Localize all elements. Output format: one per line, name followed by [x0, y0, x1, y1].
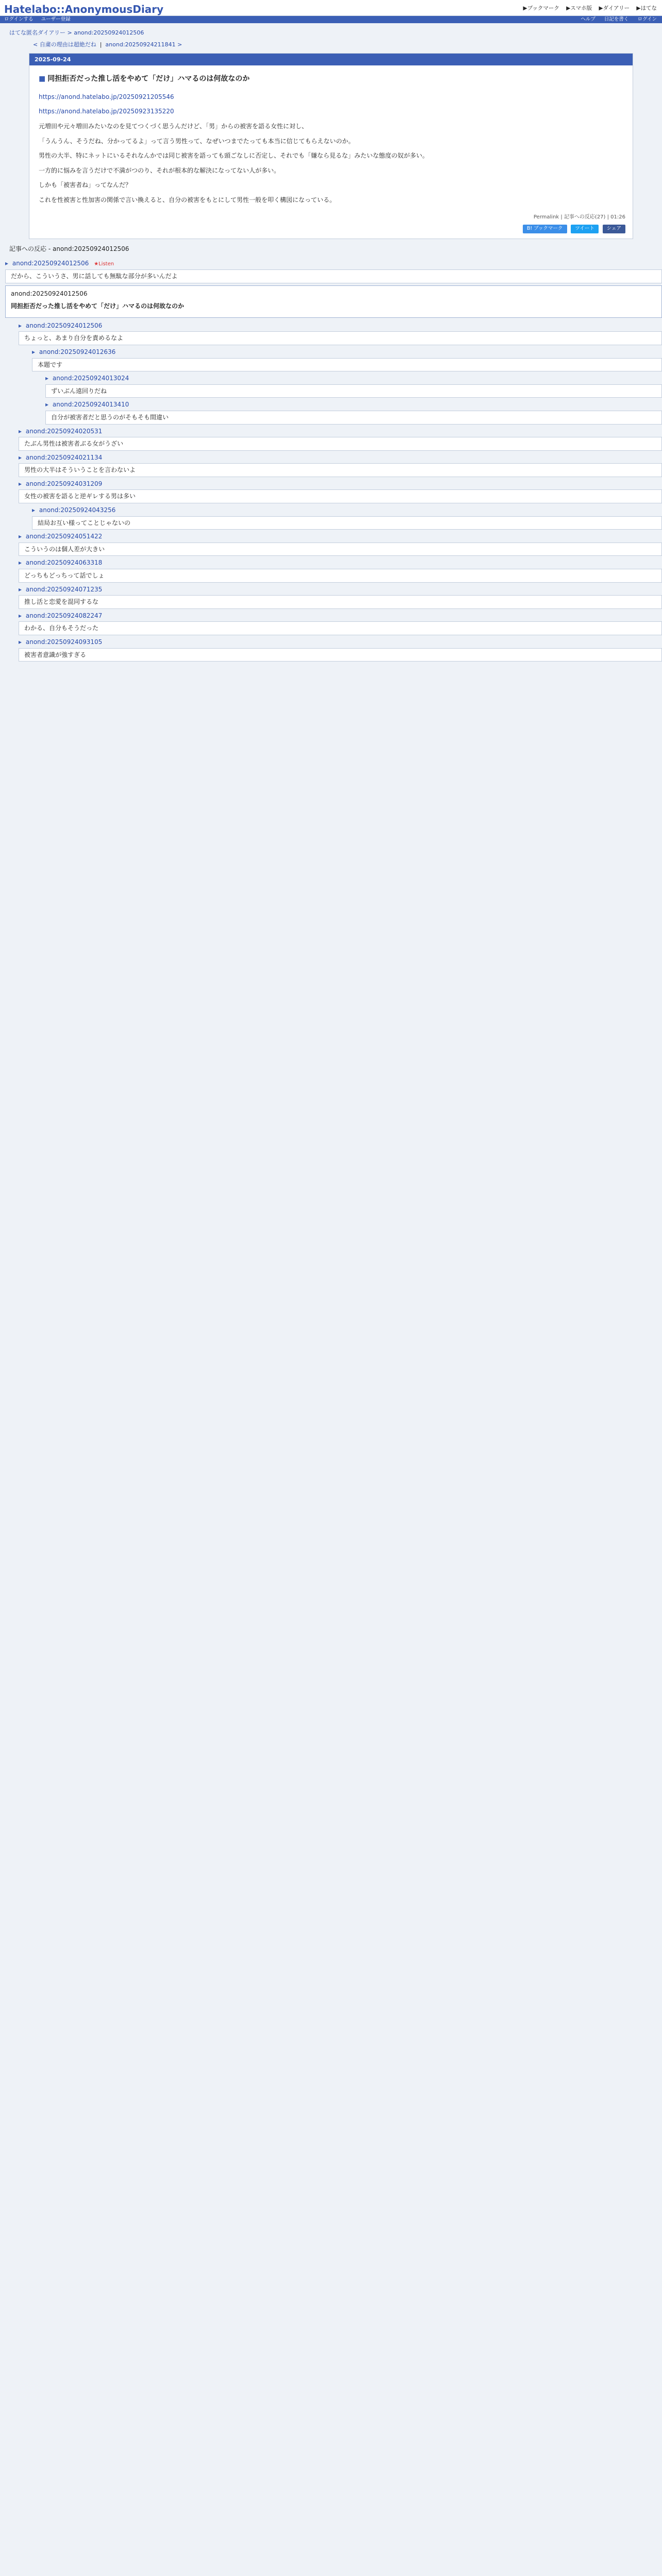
header-link-bookmark[interactable]: ▶ブックマーク: [523, 5, 559, 11]
entry-body: [29, 65, 633, 213]
node-link[interactable]: anond:20250924063318: [25, 559, 103, 567]
tree-node: [19, 479, 662, 530]
response-tree: [5, 259, 662, 662]
tree-children: [19, 347, 662, 425]
header-link-hatena[interactable]: ▶はてな: [636, 5, 657, 11]
bullet-icon: ▸: [19, 453, 22, 461]
tree-node-header: [19, 637, 662, 647]
entry-paragraph: 一方的に悩みを言うだけで不満がつのり、それが根本的な解決になってない人が多い。: [39, 166, 280, 174]
sub-navigation: [0, 16, 662, 23]
title-square-icon: ■: [39, 75, 46, 83]
node-text: ちょっと、あまり自分を責めるなよ: [19, 331, 662, 345]
node-link[interactable]: anond:20250924012506: [12, 260, 89, 267]
selected-entry-title: 同担拒否だった推し活をやめて「だけ」ハマるのは何故なのか: [11, 302, 185, 310]
bullet-icon: ▸: [19, 321, 22, 329]
tree-node: [19, 558, 662, 582]
node-link[interactable]: anond:20250924093105: [25, 638, 103, 646]
entry-title: [39, 74, 623, 85]
node-link[interactable]: anond:20250924012506: [25, 321, 103, 329]
site-logo[interactable]: Hatelabo::AnonymousDiary: [4, 3, 164, 15]
node-link[interactable]: anond:20250924031209: [25, 480, 103, 487]
node-link[interactable]: anond:20250924082247: [25, 612, 103, 619]
entry-paragraph: 元増田や元々増田みたいなのを見てつくづく思うんだけど、「男」からの被害を語る女性に対し、: [39, 123, 308, 130]
node-link[interactable]: anond:20250924012636: [39, 348, 116, 355]
main-entry: [29, 53, 633, 239]
response-tree-title: 記事への反応 - anond:20250924012506: [9, 245, 129, 252]
node-text: ずいぶん遠回りだね: [45, 384, 662, 398]
node-text: 被害者意識が強すぎる: [19, 648, 662, 662]
tree-children: [5, 321, 662, 662]
tree-node-header: [45, 374, 662, 383]
header-link-diary[interactable]: ▶ダイアリー: [599, 5, 630, 11]
tree-node: [32, 347, 662, 425]
bullet-icon: ▸: [19, 533, 22, 540]
breadcrumb-link[interactable]: はてな匿名ダイアリー > anond:20250924012506: [9, 29, 144, 36]
node-badge: ★Listen: [94, 261, 114, 267]
tree-node: [19, 321, 662, 425]
node-text: 男性の大半はそういうことを言わないよ: [19, 463, 662, 477]
tree-node: [5, 259, 662, 662]
bullet-icon: ▸: [45, 375, 49, 382]
node-link[interactable]: anond:20250924071235: [25, 585, 103, 593]
node-link[interactable]: anond:20250924013024: [52, 375, 129, 382]
entry-date: 2025-09-24: [29, 54, 633, 65]
tree-node-header: [19, 585, 662, 595]
entry-paragraph: 「うんうん、そうだね、分かってるよ」って言う男性って、なぜいつまでたっても本当に信じてもらえないのか。: [39, 137, 355, 145]
entry-paragraph: しかも「被害者ね」ってなんだ？: [39, 181, 132, 189]
tree-node-header: [5, 259, 662, 268]
login-link[interactable]: ログインする: [4, 16, 34, 22]
node-text: だから、こういうさ、男に話しても無駄な部分が多いんだよ: [5, 269, 662, 283]
bookmark-button[interactable]: B! ブックマーク: [523, 225, 567, 233]
bullet-icon: ▸: [19, 559, 22, 567]
bullet-icon: ▸: [19, 612, 22, 619]
tree-node-header: [19, 611, 662, 621]
next-entry-link[interactable]: anond:20250924211841 >: [105, 41, 183, 48]
breadcrumb: [0, 23, 662, 39]
tree-node: [19, 611, 662, 635]
bullet-icon: ▸: [19, 638, 22, 646]
header-link-mobile[interactable]: ▶スマホ版: [566, 5, 592, 11]
tree-node-header: [19, 558, 662, 568]
bullet-icon: ▸: [5, 260, 9, 267]
bullet-icon: ▸: [45, 401, 49, 409]
node-text: 本題です: [32, 358, 662, 372]
tree-node: [19, 532, 662, 556]
share-buttons: [29, 223, 633, 239]
tweet-button[interactable]: ツイート: [571, 225, 599, 233]
prev-next-nav: < 自粛の理由は超絶だね | anond:20250924211841 >: [33, 41, 183, 48]
bullet-icon: ▸: [32, 506, 36, 514]
entry-paragraph: これを性被害と性加害の関係で言い換えると、自分の被害をもとにして男性一般を叩く構図になっている。: [39, 196, 336, 204]
tree-children: [19, 505, 662, 530]
tree-node: [45, 400, 662, 424]
bullet-icon: ▸: [19, 427, 22, 435]
node-link[interactable]: anond:20250924021134: [25, 453, 103, 461]
node-text: こういうのは個人差が大きい: [19, 543, 662, 556]
node-text: 自分が被害者だと思うのがそもそも間違い: [45, 411, 662, 425]
entry-link-2: [39, 107, 623, 116]
node-link[interactable]: anond:20250924043256: [39, 506, 116, 514]
tree-node: [19, 585, 662, 609]
tree-node: [45, 374, 662, 398]
node-text: わかる、自分もそうだった: [19, 621, 662, 635]
tree-node-header: [19, 453, 662, 463]
tree-node: [19, 637, 662, 662]
tree-node: [19, 427, 662, 451]
bullet-icon: ▸: [19, 585, 22, 593]
tree-node-header: [32, 347, 662, 357]
entry-meta[interactable]: Permalink | 記事への反応(27) | 01:26: [533, 214, 625, 220]
tree-node-header: [32, 505, 662, 515]
login-right-link[interactable]: ログイン: [637, 16, 657, 22]
selected-entry-box: [5, 285, 662, 318]
entry-url-1[interactable]: https://anond.hatelabo.jp/20250921205546: [39, 93, 174, 100]
site-header: [0, 0, 662, 16]
bullet-icon: ▸: [19, 480, 22, 487]
tree-children: [32, 374, 662, 424]
tree-node-header: [45, 400, 662, 410]
node-text: 女性の被害を語ると逆ギレする男は多い: [19, 489, 662, 503]
write-diary-link[interactable]: 日記を書く: [604, 16, 629, 22]
node-text: 結局お互い様ってことじゃないの: [32, 516, 662, 530]
header-links: [518, 4, 657, 12]
tree-node: [32, 505, 662, 530]
tree-node-header: [19, 479, 662, 489]
entry-link-1: [39, 92, 623, 102]
entry-url-2[interactable]: https://anond.hatelabo.jp/20250923135220: [39, 108, 174, 115]
tree-node-header: [19, 427, 662, 436]
entry-paragraph: 男性の大半、特にネットにいるそれなんかでは同じ被害を語っても頭ごなしに否定し、それでも「嫌なら見るな」みたいな態度の奴が多い。: [39, 152, 429, 160]
node-link[interactable]: anond:20250924013410: [52, 401, 129, 409]
prev-entry-link[interactable]: < 自粛の理由は超絶だね: [33, 41, 96, 48]
tree-node-header: [19, 321, 662, 331]
share-button[interactable]: シェア: [603, 225, 625, 233]
node-text: 推し活と恋愛を混同するな: [19, 595, 662, 609]
selected-entry-id[interactable]: anond:20250924012506: [11, 290, 88, 297]
node-text: どっちもどっちって話でしょ: [19, 569, 662, 583]
node-text: たぶん男性は被害者ぶる女がうざい: [19, 437, 662, 451]
register-link[interactable]: ユーザー登録: [41, 16, 71, 22]
tree-node: [19, 453, 662, 477]
tree-node-header: [19, 532, 662, 541]
entry-title-text: 同担拒否だった推し活をやめて「だけ」ハマるのは何故なのか: [47, 75, 250, 83]
help-link[interactable]: ヘルプ: [581, 16, 595, 22]
node-link[interactable]: anond:20250924020531: [25, 427, 103, 435]
bullet-icon: ▸: [32, 348, 36, 355]
node-link[interactable]: anond:20250924051422: [25, 533, 103, 540]
